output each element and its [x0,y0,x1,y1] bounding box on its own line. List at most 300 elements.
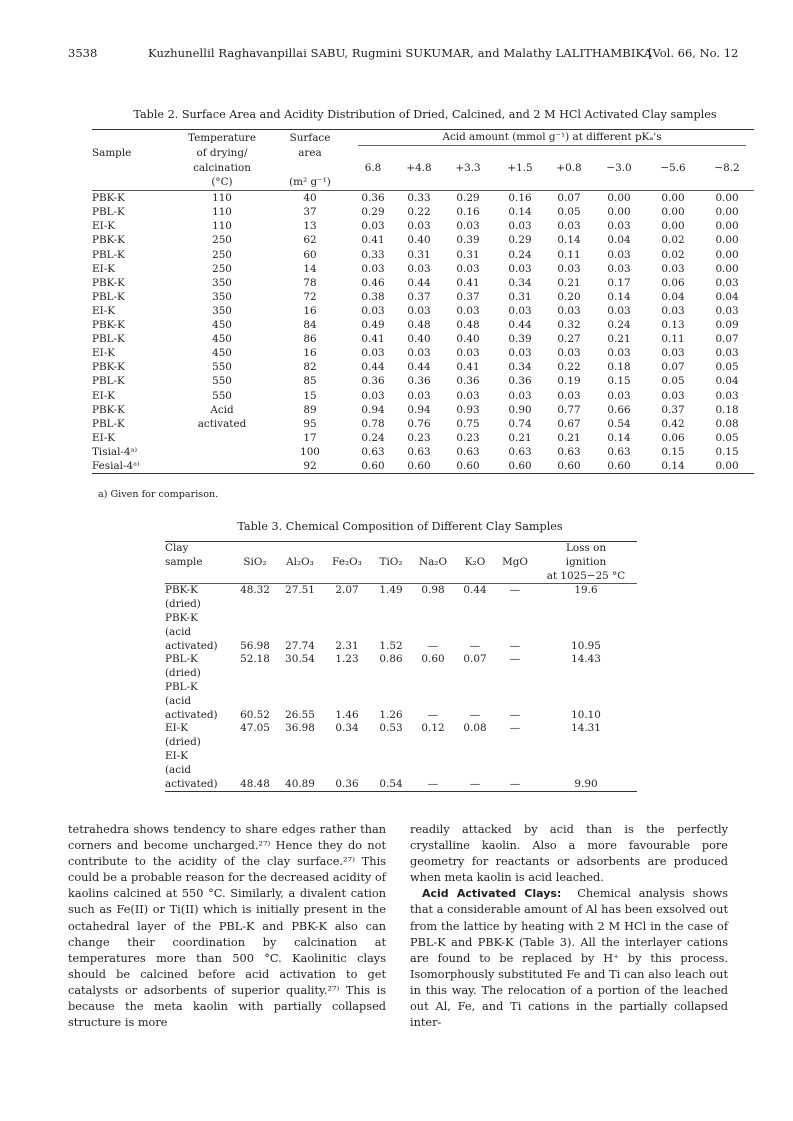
table3 [165,541,637,792]
cell-oxide-value: — [427,639,439,652]
table-row [92,403,754,417]
cell-temperature: 450 [212,347,232,360]
table-row [92,262,754,276]
cell-acid-amount: 0.49 [361,319,385,332]
cell-acid-amount: 0.05 [715,361,739,374]
cell-sample: EI-K [92,431,115,444]
cell-clay-sample-line: (dried) [165,667,201,680]
cell-acid-amount: 0.04 [607,234,631,247]
cell-acid-amount: 0.08 [715,417,739,430]
cell-surface-area: 82 [303,361,317,374]
cell-acid-amount: 0.14 [607,290,631,303]
cell-loss-on-ignition: 14.43 [571,653,601,666]
cell-surface-area: 89 [303,403,317,416]
cell-acid-amount: 0.29 [508,234,532,247]
cell-acid-amount: 0.42 [661,417,685,430]
cell-oxide-value: 0.53 [379,722,403,735]
header-acid-amount [350,130,754,146]
header-oxide: TiO₂ [379,555,403,568]
header-spacer [92,161,174,176]
cell-acid-amount: 0.23 [407,431,431,444]
header-sample-spacer [92,130,174,146]
cell-acid-amount: 0.15 [661,445,685,458]
cell-acid-amount: 0.03 [361,389,385,402]
cell-acid-amount: 0.20 [557,290,581,303]
cell-oxide-value: 1.46 [335,708,359,721]
cell-clay-sample [165,681,233,722]
body-paragraph: readily attacked by acid than is the perfectly crystalline kaolin. Also a more favourable pore geometry for reactants or adsorbents are produced when meta kaolin is acid leached. [410,823,728,885]
cell-acid-amount: 0.00 [715,248,739,261]
cell-sample: PBK-K [92,192,125,205]
cell-acid-amount: 0.11 [661,333,685,346]
cell-loss-on-ignition: 19.6 [574,584,598,597]
table-row [92,191,754,206]
table2-body [92,191,754,474]
cell-acid-amount: 0.37 [661,403,685,416]
cell-temperature [174,459,270,474]
cell-acid-amount: 0.03 [361,262,385,275]
cell-oxide-value: 2.31 [335,639,359,652]
cell-clay-sample [165,722,233,750]
cell-acid-amount: 0.00 [607,192,631,205]
cell-temperature: 550 [212,389,232,402]
cell-acid-amount: 0.94 [407,403,431,416]
cell-acid-amount: 0.00 [661,206,685,219]
cell-oxide-value: — [509,639,521,652]
cell-acid-amount: 0.31 [456,248,480,261]
cell-acid-amount: 0.32 [557,319,581,332]
table-row [165,584,637,612]
cell-sample: Tisial-4ᵃ⁾ [92,445,138,458]
cell-surface-area: 72 [303,290,317,303]
cell-acid-amount: 0.00 [661,220,685,233]
cell-clay-sample-line: PBL-K [165,653,198,666]
table2-header-row [92,146,754,161]
cell-acid-amount: 0.60 [592,459,646,474]
cell-acid-amount: 0.09 [715,319,739,332]
header-spacer [350,146,754,161]
table-row [92,431,754,445]
table-row [92,290,754,304]
cell-temperature: 250 [212,248,232,261]
table-row [92,417,754,431]
header-surface-spacer [270,161,350,176]
cell-acid-amount: 0.24 [361,431,385,444]
header-pka: +4.8 [406,161,432,174]
cell-acid-amount: 0.00 [715,206,739,219]
body-column-right [410,822,728,1031]
cell-acid-amount: 0.00 [715,220,739,233]
cell-oxide-value: 0.34 [335,722,359,735]
cell-oxide-value: — [509,653,521,666]
cell-acid-amount: 0.07 [557,192,581,205]
cell-oxide-value: 40.89 [277,750,323,792]
cell-loss-on-ignition: 14.31 [571,722,601,735]
cell-acid-amount: 0.14 [508,206,532,219]
cell-oxide-value: 36.98 [285,722,315,735]
cell-acid-amount: 0.60 [494,459,546,474]
cell-acid-amount: 0.00 [715,262,739,275]
cell-acid-amount: 0.03 [661,389,685,402]
cell-acid-amount: 0.03 [557,347,581,360]
table2-header-row [92,130,754,146]
cell-acid-amount: 0.03 [607,304,631,317]
cell-acid-amount: 0.04 [715,375,739,388]
table3-body [165,584,637,792]
cell-acid-amount: 0.33 [361,248,385,261]
cell-acid-amount: 0.17 [607,276,631,289]
cell-oxide-value: — [469,639,481,652]
cell-acid-amount: 0.03 [715,276,739,289]
header-pka: 6.8 [364,161,382,174]
cell-acid-amount: 0.27 [557,333,581,346]
cell-clay-sample-line: PBK-K [165,611,198,624]
cell-sample: PBL-K [92,417,125,430]
cell-sample: PBL-K [92,248,125,261]
cell-oxide-value: — [469,708,481,721]
header-surface-l2: area [298,146,322,159]
cell-clay-sample-line: activated) [165,708,218,721]
header-pka: −8.2 [714,161,740,174]
table-row [92,248,754,262]
cell-surface-area: 78 [303,276,317,289]
cell-acid-amount: 0.03 [508,347,532,360]
table-row [165,750,637,792]
cell-acid-amount: 0.03 [607,248,631,261]
cell-oxide-value: 0.60 [421,653,445,666]
cell-oxide-value: 1.52 [379,639,403,652]
table-row [92,304,754,318]
cell-sample: PBK-K [92,276,125,289]
cell-clay-sample-line: (acid [165,694,192,707]
cell-surface-area: 13 [303,220,317,233]
cell-acid-amount: 0.03 [557,220,581,233]
cell-acid-amount: 0.02 [661,248,685,261]
header-oxide: SiO₂ [243,555,267,568]
cell-acid-amount: 0.36 [361,192,385,205]
cell-oxide-value: — [427,708,439,721]
cell-acid-amount: 0.94 [361,403,385,416]
cell-acid-amount: 0.39 [456,234,480,247]
cell-acid-amount: 0.03 [407,262,431,275]
header-oxide: K₂O [464,555,486,568]
cell-sample: EI-K [92,304,115,317]
cell-acid-amount: 0.76 [407,417,431,430]
cell-acid-amount: 0.06 [661,431,685,444]
cell-oxide-value: 48.32 [240,584,270,597]
table-row [165,612,637,653]
section-text: Chemical analysis shows that a considerable amount of Al has been exsolved out from the lattice by heating with 2 M HCl in the case of PBL-K and PBK-K (Table 3). All the interlayer cations are found to be replaced by H⁺ by this process. Isomorphously substituted Fe and Ti can also leach out in this way. The relocation of a portion of the leached out Al, Fe, and Ti cations in the partially collapsed inter- [410,887,729,1030]
volume-info: [Vol. 66, No. 12 [648,46,739,60]
cell-temperature: 110 [212,206,232,219]
cell-acid-amount: 0.03 [557,389,581,402]
cell-acid-amount: 0.05 [715,431,739,444]
cell-oxide-value: 0.08 [463,722,487,735]
cell-acid-amount: 0.04 [661,290,685,303]
cell-acid-amount: 0.29 [361,206,385,219]
cell-acid-amount: 0.34 [508,276,532,289]
header-pka: −5.6 [660,161,686,174]
cell-oxide-value: 47.05 [240,722,270,735]
cell-acid-amount: 0.60 [442,459,494,474]
cell-acid-amount: 0.03 [508,220,532,233]
header-oxide: Fe₂O₃ [332,555,362,568]
cell-oxide-value: — [411,750,455,792]
cell-acid-amount: 0.40 [456,333,480,346]
cell-acid-amount: 0.03 [661,304,685,317]
cell-acid-amount: 0.46 [361,276,385,289]
cell-acid-amount: 0.40 [407,333,431,346]
cell-acid-amount: 0.48 [456,319,480,332]
cell-oxide-value: — [495,750,535,792]
cell-acid-amount: 0.11 [557,248,581,261]
cell-acid-amount: 0.63 [361,445,385,458]
cell-oxide-value: 52.18 [240,653,270,666]
cell-acid-amount: 0.63 [508,445,532,458]
cell-sample: PBL-K [92,375,125,388]
cell-acid-amount: 0.75 [456,417,480,430]
cell-oxide-value: 60.52 [240,708,270,721]
cell-temperature: 350 [212,304,232,317]
cell-acid-amount: 0.00 [661,192,685,205]
cell-acid-amount: 0.03 [661,262,685,275]
cell-sample: PBL-K [92,206,125,219]
table-row [92,346,754,360]
table-row [92,459,754,474]
cell-temperature: 110 [212,192,232,205]
table-row [92,219,754,233]
cell-sample: EI-K [92,347,115,360]
table-row [92,233,754,247]
cell-acid-amount: 0.03 [607,262,631,275]
cell-temperature: 450 [212,319,232,332]
cell-loss-on-ignition: 9.90 [535,750,637,792]
cell-acid-amount: 0.00 [607,206,631,219]
cell-temperature: Acid [210,403,234,416]
cell-clay-sample [165,584,233,612]
table3-caption: Table 3. Chemical Composition of Different Clay Samples [237,520,563,533]
cell-acid-amount: 0.03 [607,347,631,360]
cell-acid-amount: 0.03 [715,389,739,402]
cell-oxide-value: 1.49 [379,584,403,597]
cell-acid-amount: 0.29 [456,192,480,205]
cell-clay-sample-line: EI-K [165,749,188,762]
cell-surface-area: 95 [303,417,317,430]
cell-acid-amount: 0.03 [456,347,480,360]
table-row [92,276,754,290]
table-row [92,360,754,374]
cell-oxide-value: 0.44 [463,584,487,597]
table2-footnote: a) Given for comparison. [98,489,219,500]
cell-loss-on-ignition: 10.95 [571,639,601,652]
cell-acid-amount: 0.36 [407,375,431,388]
cell-acid-amount: 0.06 [661,276,685,289]
table-row [92,445,754,459]
cell-acid-amount: 0.00 [715,192,739,205]
cell-surface-area: 100 [300,445,320,458]
cell-acid-amount: 0.03 [361,347,385,360]
cell-temperature [174,445,270,459]
cell-acid-amount: 0.78 [361,417,385,430]
cell-acid-amount: 0.15 [715,445,739,458]
cell-oxide-value: 1.26 [379,708,403,721]
cell-acid-amount: 0.03 [508,304,532,317]
cell-oxide-value: 27.74 [285,639,315,652]
cell-acid-amount: 0.41 [361,333,385,346]
cell-acid-amount: 0.33 [407,192,431,205]
cell-surface-area: 86 [303,333,317,346]
table-row [92,374,754,388]
cell-acid-amount: 0.03 [456,220,480,233]
page-number: 3538 [68,46,98,60]
cell-acid-amount: 0.02 [661,234,685,247]
cell-acid-amount: 0.03 [407,347,431,360]
table3-header-row [165,556,637,570]
cell-acid-amount: 0.44 [361,361,385,374]
cell-acid-amount: 0.60 [396,459,442,474]
body-paragraph: tetrahedra shows tendency to share edges rather than corners and become uncharged.²⁷⁾ Hence they do not contribute to the acidity of the clay surface.²⁷⁾ This could be a probable reason for the decreased acidity of kaolins calcined at 550 °C. Similarly, a divalent cation such as Fe(II) or Ti(II) which is initially present in the octahedral layer of the PBL-K and PBK-K also can change their coordination by calcination at temperatures more than 500 °C. Kaolinitic clays should be calcined before acid activation to get catalysts or adsorbents of superior quality.²⁷⁾ This is because the meta kaolin with partially collapsed structure is more [68,823,386,1030]
header-pka: −3.0 [606,161,632,174]
cell-acid-amount: 0.44 [407,276,431,289]
table-row [92,205,754,219]
header-temperature-l4: (°C) [174,175,270,190]
cell-oxide-value: 2.07 [335,584,359,597]
table-row [92,318,754,332]
cell-temperature: 110 [212,220,232,233]
table2-header-row [92,175,754,190]
cell-acid-amount: 0.21 [557,276,581,289]
header-loss-l2: ignition [565,555,607,568]
cell-clay-sample [165,612,233,653]
cell-temperature: 550 [212,361,232,374]
cell-sample: EI-K [92,262,115,275]
cell-sample: EI-K [92,220,115,233]
header-spacer [350,175,754,190]
cell-acid-amount: 0.36 [361,375,385,388]
cell-acid-amount: 0.19 [557,375,581,388]
header-oxide: Na₂O [419,555,447,568]
cell-oxide-value: 27.51 [285,584,315,597]
cell-oxide-value: — [509,708,521,721]
cell-acid-amount: 0.07 [715,333,739,346]
section-heading: Acid Activated Clays: [422,887,562,901]
cell-acid-amount: 0.04 [715,290,739,303]
header-pka: +1.5 [507,161,533,174]
cell-oxide-value: 56.98 [240,639,270,652]
cell-acid-amount: 0.40 [407,234,431,247]
table3-header-row [165,570,637,584]
cell-acid-amount: 0.39 [508,333,532,346]
cell-temperature: 350 [212,290,232,303]
cell-surface-area: 84 [303,319,317,332]
header-spacer [165,570,535,584]
cell-surface-area: 85 [303,375,317,388]
header-loss-l3: at 1025−25 °C [535,570,637,584]
cell-surface-area: 15 [303,389,317,402]
cell-acid-amount: 0.16 [508,192,532,205]
header-temperature-l3: calcination [193,161,251,174]
cell-oxide-value: 0.86 [379,653,403,666]
cell-temperature [174,431,270,445]
cell-sample: EI-K [92,389,115,402]
cell-oxide-value: 1.23 [335,653,359,666]
header-clay-l2: sample [165,555,203,568]
cell-acid-amount: 0.22 [557,361,581,374]
cell-oxide-value: 0.98 [421,584,445,597]
header-pka: +0.8 [556,161,582,174]
header-temperature-l2: of drying/ [196,146,248,159]
cell-acid-amount: 0.03 [456,304,480,317]
cell-oxide-value: 0.54 [371,750,411,792]
table2-caption: Table 2. Surface Area and Acidity Distribution of Dried, Calcined, and 2 M HCl Activated Clay samples [133,108,717,121]
cell-acid-amount: 0.22 [407,206,431,219]
cell-sample: PBK-K [92,403,125,416]
running-authors: Kuzhunellil Raghavanpillai SABU, Rugmini SUKUMAR, and Malathy LALITHAMBIKA [148,46,653,60]
cell-acid-amount: 0.03 [361,220,385,233]
cell-acid-amount: 0.16 [456,206,480,219]
cell-clay-sample-line: activated) [165,777,218,790]
cell-acid-amount: 0.03 [607,389,631,402]
cell-clay-sample-line: PBK-K [165,584,198,597]
cell-temperature: 450 [212,333,232,346]
cell-sample: PBL-K [92,333,125,346]
header-sample: Sample [92,146,132,159]
cell-oxide-value: — [509,722,521,735]
cell-surface-area: 14 [303,262,317,275]
cell-acid-amount: 0.77 [557,403,581,416]
cell-acid-amount: 0.90 [508,403,532,416]
body-column-left [68,822,386,1031]
cell-surface-area: 17 [303,431,317,444]
cell-oxide-value: 26.55 [285,708,315,721]
cell-acid-amount: 0.63 [557,445,581,458]
cell-clay-sample [165,750,233,792]
cell-surface-area: 16 [303,304,317,317]
cell-acid-amount: 0.03 [407,304,431,317]
cell-acid-amount: 0.41 [456,276,480,289]
cell-acid-amount: 0.63 [407,445,431,458]
cell-acid-amount: 0.18 [607,361,631,374]
cell-acid-amount: 0.14 [557,234,581,247]
cell-acid-amount: 0.34 [508,361,532,374]
cell-clay-sample-line: (acid [165,625,192,638]
cell-acid-amount: 0.31 [508,290,532,303]
table2-header-row [92,161,754,176]
cell-acid-amount: 0.03 [607,220,631,233]
cell-surface-area: 62 [303,234,317,247]
cell-acid-amount: 0.14 [646,459,700,474]
cell-acid-amount: 0.07 [661,361,685,374]
cell-acid-amount: 0.93 [456,403,480,416]
cell-acid-amount: 0.21 [508,431,532,444]
cell-acid-amount: 0.03 [407,220,431,233]
cell-acid-amount: 0.54 [607,417,631,430]
cell-acid-amount: 0.03 [407,389,431,402]
cell-sample: PBL-K [92,290,125,303]
cell-acid-amount: 0.03 [508,262,532,275]
cell-oxide-value: — [509,584,521,597]
cell-clay-sample-line: PBL-K [165,680,198,693]
cell-acid-amount: 0.00 [715,234,739,247]
table2 [92,129,754,474]
header-spacer [233,542,535,556]
cell-acid-amount: 0.03 [715,347,739,360]
cell-acid-amount: 0.03 [557,262,581,275]
cell-surface-area: 40 [303,192,317,205]
header-loss: Loss on [535,542,637,556]
cell-clay-sample-line: activated) [165,639,218,652]
table-row [92,389,754,403]
